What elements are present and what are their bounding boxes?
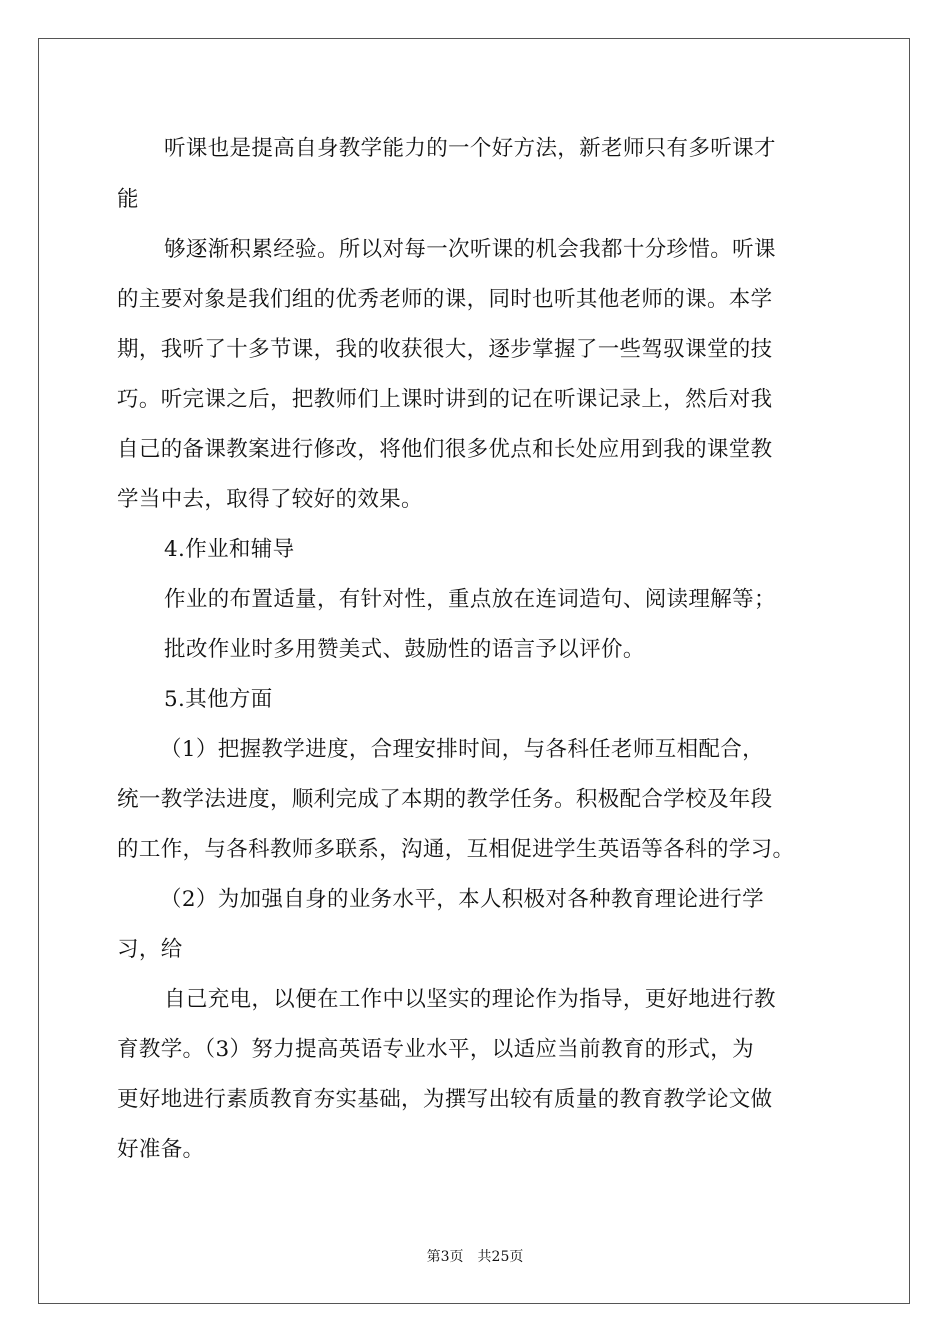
paragraph-line: 学当中去，取得了较好的效果。	[117, 487, 423, 512]
page-footer	[0, 1248, 950, 1266]
paragraph-line: 自己的备课教案进行修改，将他们很多优点和长处应用到我的课堂教	[117, 437, 773, 462]
paragraph-line: 统一教学法进度，顺利完成了本期的教学任务。积极配合学校及年段	[117, 787, 773, 812]
paragraph-line: 更好地进行素质教育夯实基础，为撰写出较有质量的教育教学论文做	[117, 1087, 773, 1112]
paragraph-line: （2）为加强自身的业务水平，本人积极对各种教育理论进行学	[160, 887, 764, 912]
page-total: 共25页	[477, 1249, 524, 1265]
paragraph-line: 好准备。	[117, 1137, 205, 1162]
section-heading: 4.作业和辅导	[164, 537, 295, 562]
paragraph-line: 习，给	[117, 937, 183, 962]
paragraph-line: （1）把握教学进度，合理安排时间，与各科任老师互相配合，	[160, 737, 764, 762]
paragraph-line: 听课也是提高自身教学能力的一个好方法，新老师只有多听课才	[164, 136, 776, 161]
paragraph-line: 育教学。（3）努力提高英语专业水平，以适应当前教育的形式，为	[117, 1037, 754, 1062]
paragraph-line: 期，我听了十多节课，我的收获很大，逐步掌握了一些驾驭课堂的技	[117, 337, 773, 362]
page-number: 第3页	[426, 1249, 464, 1265]
paragraph-line: 巧。听完课之后，把教师们上课时讲到的记在听课记录上，然后对我	[117, 387, 773, 412]
paragraph-line: 够逐渐积累经验。所以对每一次听课的机会我都十分珍惜。听课	[164, 237, 776, 262]
paragraph-line: 的主要对象是我们组的优秀老师的课，同时也听其他老师的课。本学	[117, 287, 773, 312]
paragraph-line: 自己充电，以便在工作中以坚实的理论作为指导，更好地进行教	[164, 987, 776, 1012]
paragraph-line: 的工作，与各科教师多联系，沟通，互相促进学生英语等各科的学习。	[117, 837, 795, 862]
paragraph-line: 批改作业时多用赞美式、鼓励性的语言予以评价。	[164, 637, 645, 662]
section-heading: 5.其他方面	[164, 687, 273, 712]
paragraph-line: 能	[117, 187, 139, 212]
paragraph-line: 作业的布置适量，有针对性，重点放在连词造句、阅读理解等；	[164, 587, 776, 612]
